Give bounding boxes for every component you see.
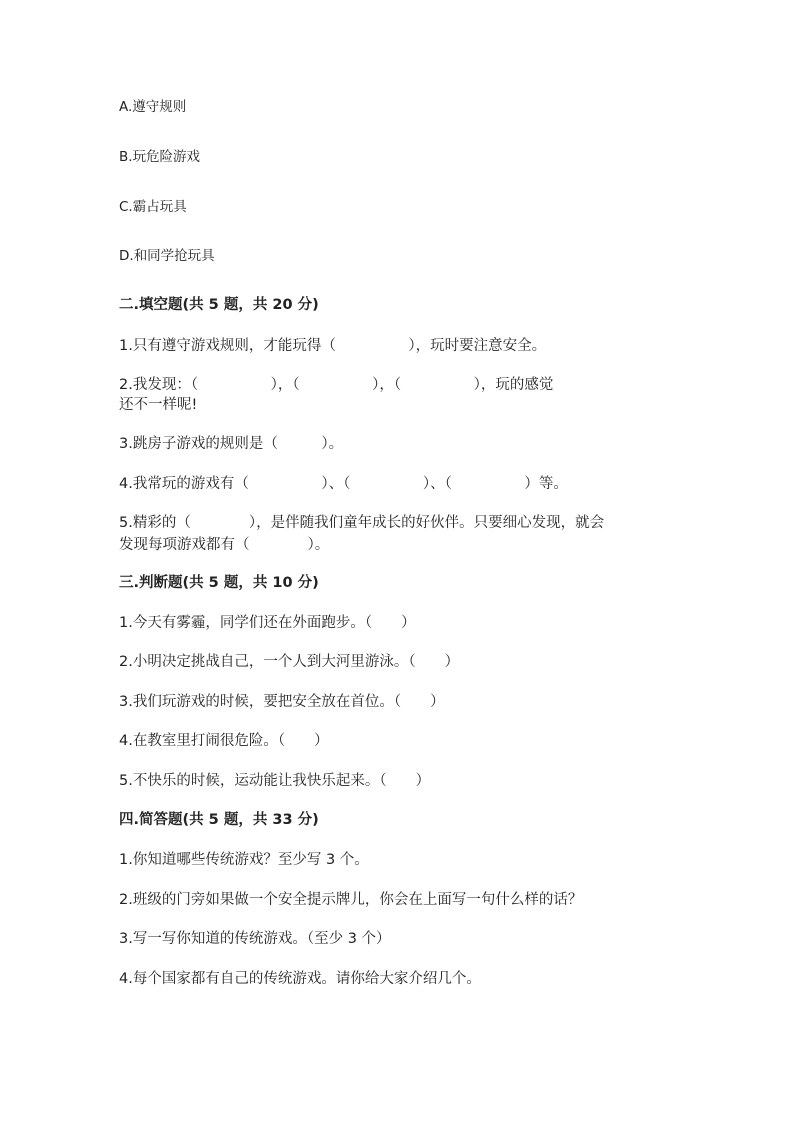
option-b: B.玩危险游戏 — [119, 149, 201, 165]
fill-blank-q5-line1: 5.精彩的（ ），是伴随我们童年成长的好伙伴。只要细心发现，就会 — [119, 515, 605, 531]
option-d: D.和同学抢玩具 — [119, 248, 215, 264]
fill-blank-q4: 4.我常玩的游戏有（ ）、（ ）、（ ）等。 — [119, 476, 568, 492]
fill-blank-q2-line2: 还不一样呢! — [119, 397, 198, 413]
true-false-q5: 5.不快乐的时候，运动能让我快乐起来。（ ） — [119, 773, 431, 789]
short-answer-q2: 2.班级的门旁如果做一个安全提示牌儿，你会在上面写一句什么样的话？ — [119, 892, 583, 908]
section-short-answer-title: 四.简答题(共 5 题，共 33 分) — [119, 812, 319, 828]
short-answer-q4: 4.每个国家都有自己的传统游戏。请你给大家介绍几个。 — [119, 971, 481, 987]
true-false-q2: 2.小明决定挑战自己，一个人到大河里游泳。（ ） — [119, 654, 460, 670]
fill-blank-q2-line1: 2.我发现：（ ），（ ），（ ），玩的感觉 — [119, 377, 554, 393]
true-false-q4: 4.在教室里打闹很危险。（ ） — [119, 733, 329, 749]
fill-blank-q3: 3.跳房子游戏的规则是（ ）。 — [119, 436, 344, 452]
option-c: C.霸占玩具 — [119, 199, 187, 215]
true-false-q1: 1.今天有雾霾，同学们还在外面跑步。（ ） — [119, 615, 416, 631]
section-fill-blank-title: 二.填空题(共 5 题，共 20 分) — [119, 297, 319, 313]
section-true-false-title: 三.判断题(共 5 题，共 10 分) — [119, 575, 319, 591]
short-answer-q3: 3.写一写你知道的传统游戏。（至少 3 个） — [119, 931, 391, 947]
option-a: A.遵守规则 — [119, 99, 187, 115]
fill-blank-q5-line2: 发现每项游戏都有（ ）。 — [119, 537, 330, 553]
fill-blank-q1: 1.只有遵守游戏规则，才能玩得（ ），玩时要注意安全。 — [119, 338, 547, 354]
true-false-q3: 3.我们玩游戏的时候，要把安全放在首位。（ ） — [119, 694, 445, 710]
short-answer-q1: 1.你知道哪些传统游戏？至少写 3 个。 — [119, 852, 369, 868]
